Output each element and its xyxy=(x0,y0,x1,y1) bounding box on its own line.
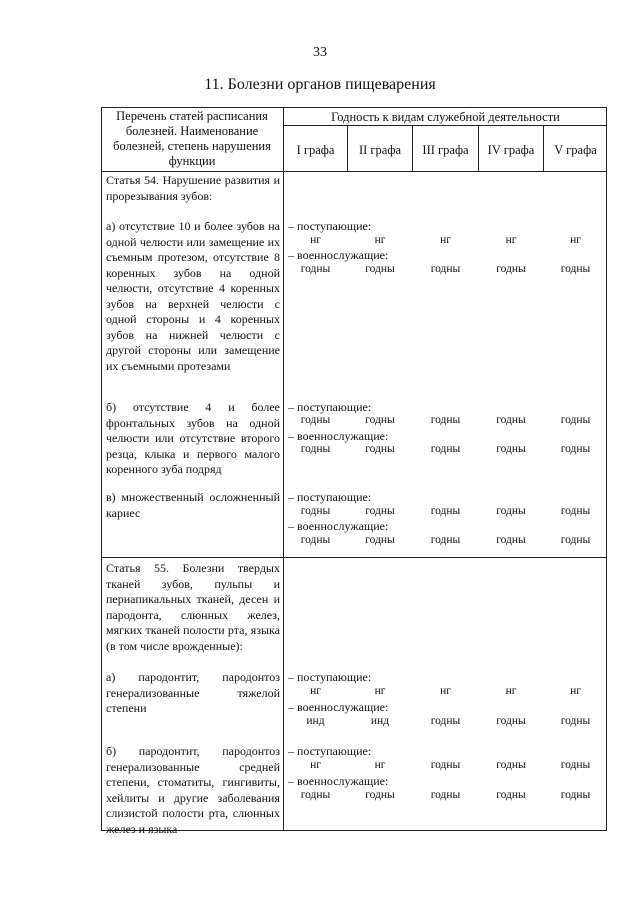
header-col-3: III графа xyxy=(422,143,469,157)
header-col-5: V графа xyxy=(554,143,597,157)
value: годны xyxy=(430,789,461,801)
applicants-label: – поступающие: xyxy=(288,219,372,233)
value: нг xyxy=(440,234,451,246)
value: нг xyxy=(374,759,386,771)
value: годны xyxy=(496,534,526,546)
header-left: Перечень статей расписания болезней. Наименование болезней, степень нарушения функции xyxy=(113,109,271,168)
article-55-title: Статья 55. Болезни твердых тканей зубов, пульпы и периапикальных тканей, десен и пародонта, слюнных желез, мягких тканей полости рта, языка (в том числе врожденные): xyxy=(106,561,280,653)
value: годны xyxy=(560,789,591,801)
header-top: Годность к видам служебной деятельности xyxy=(331,110,560,124)
article-55-item-a: а) пародонтит, пародонтоз генерализованные тяжелой степени xyxy=(106,670,280,715)
value: годны xyxy=(496,789,526,801)
value: годны xyxy=(496,759,526,771)
value: годны xyxy=(365,414,395,426)
article-54-title: Статья 54. Нарушение развития и прорезывания зубов: xyxy=(106,173,280,203)
value: нг xyxy=(310,685,321,697)
value: нг xyxy=(570,685,581,697)
article-54-item-b: б) отсутствие 4 и более фронтальных зубов на одной челюсти или отсутствие второго резца, клыка и первого малого коренного зуба подряд xyxy=(106,400,280,476)
value: нг xyxy=(440,685,451,697)
value: нг xyxy=(310,234,321,246)
value: годны xyxy=(430,414,461,426)
value: годны xyxy=(560,759,591,771)
value: годны xyxy=(300,414,331,426)
article-separator xyxy=(101,557,607,558)
value: годны xyxy=(560,414,591,426)
value: годны xyxy=(430,759,461,771)
value: годны xyxy=(496,505,526,517)
value: годны xyxy=(365,534,395,546)
value: годны xyxy=(496,443,526,455)
value: годны xyxy=(365,263,395,275)
value: годны xyxy=(496,715,526,727)
value: годны xyxy=(300,505,331,517)
page-number: 33 xyxy=(313,45,327,60)
value: годны xyxy=(560,443,591,455)
value: годны xyxy=(365,505,395,517)
value: годны xyxy=(300,263,331,275)
value: годны xyxy=(560,505,591,517)
article-54-item-c: в) множественный осложненный кариес xyxy=(106,490,280,520)
value: нг xyxy=(374,234,386,246)
value: годны xyxy=(365,443,395,455)
value: нг xyxy=(570,234,581,246)
section-title: 11. Болезни органов пищеварения xyxy=(204,76,436,93)
value: годны xyxy=(560,534,591,546)
value: годны xyxy=(560,263,591,275)
header-col-1: I графа xyxy=(296,143,335,157)
servicemen-label: – военнослужащие: xyxy=(288,774,389,788)
value: инд xyxy=(370,715,390,727)
value: нг xyxy=(505,685,517,697)
value: нг xyxy=(505,234,517,246)
applicants-label: – поступающие: xyxy=(288,400,372,414)
value: годны xyxy=(300,534,331,546)
header-col-2: II графа xyxy=(358,143,402,157)
value: годны xyxy=(430,505,461,517)
article-55-item-b: б) пародонтит, пародонтоз генерализованные средней степени, стоматиты, гингивиты, хейлиты и другие заболевания слизистой полости рта, слюнных желез и языка xyxy=(106,744,280,836)
servicemen-label: – военнослужащие: xyxy=(288,429,389,443)
value: годны xyxy=(365,789,395,801)
servicemen-label: – военнослужащие: xyxy=(288,700,389,714)
value: нг xyxy=(374,685,386,697)
applicants-label: – поступающие: xyxy=(288,744,372,758)
servicemen-label: – военнослужащие: xyxy=(288,519,389,533)
article-54-item-a: а) отсутствие 10 и более зубов на одной челюсти или замещение их съемным протезом, отсутствие 8 коренных зубов на одной челюсти, отсутствие 4 коренных зубов на верхней челюсти с одной стороны и 4 коренных зубов на нижней челюсти с другой стороны или замещение их съемными протезами xyxy=(106,219,280,373)
servicemen-label: – военнослужащие: xyxy=(288,248,389,262)
header-bottom-rule xyxy=(101,171,607,172)
value: годны xyxy=(300,789,331,801)
value: годны xyxy=(430,534,461,546)
value: годны xyxy=(560,715,591,727)
applicants-label: – поступающие: xyxy=(288,670,372,684)
header-col-4: IV графа xyxy=(487,143,535,157)
value: годны xyxy=(496,414,526,426)
value: годны xyxy=(430,443,461,455)
value: годны xyxy=(430,263,461,275)
value: нг xyxy=(310,759,321,771)
value: годны xyxy=(300,443,331,455)
applicants-label: – поступающие: xyxy=(288,490,372,504)
value: годны xyxy=(430,715,461,727)
value: годны xyxy=(496,263,526,275)
header-top-rule xyxy=(283,125,607,126)
value: инд xyxy=(306,715,325,727)
